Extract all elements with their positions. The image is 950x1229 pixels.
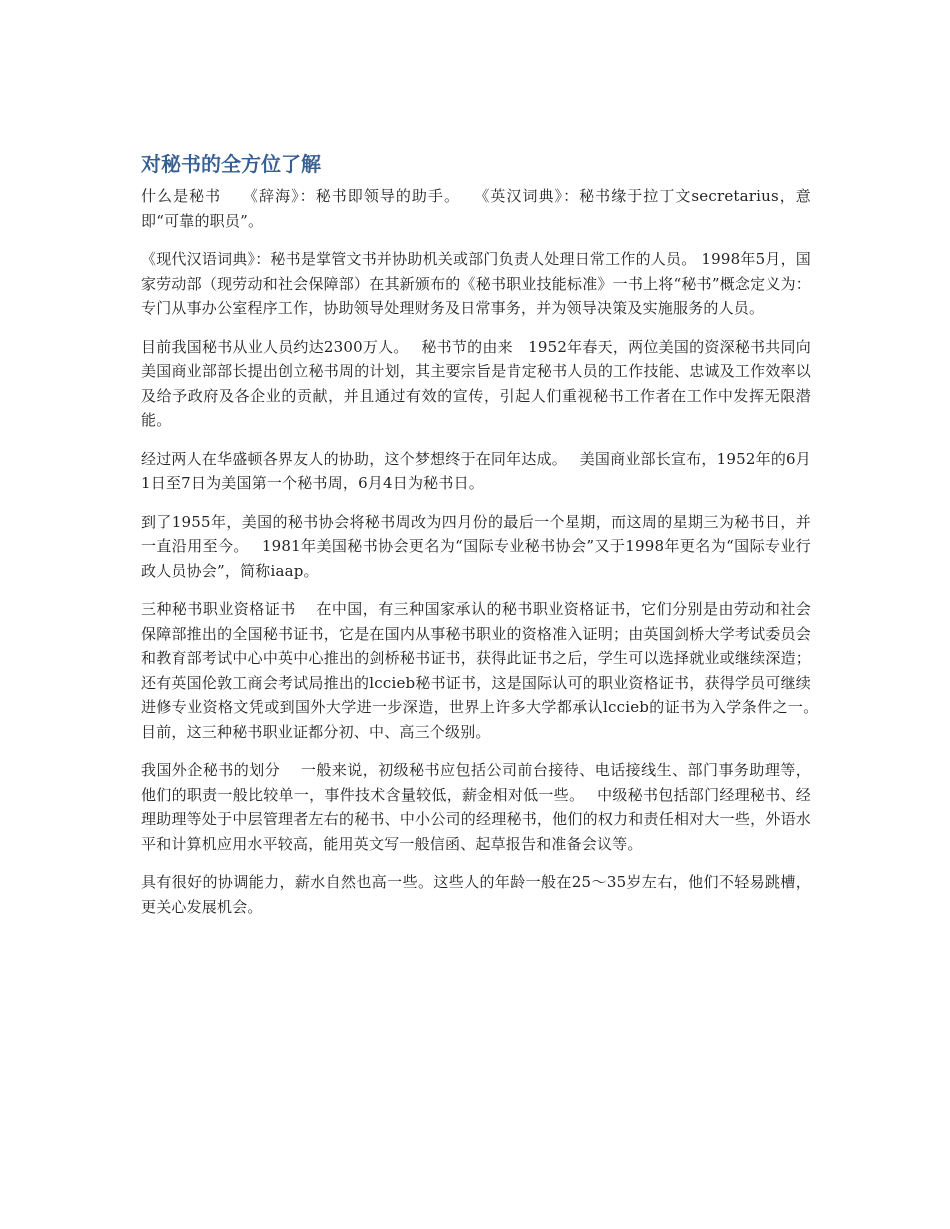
paragraph-3: 目前我国秘书从业人员约达2300万人。 秘书节的由来 1952年春天，两位美国的资深秘书共同向美国商业部部长提出创立秘书周的计划，其主要宗旨是肯定秘书人员的工作技能、忠诚及工作效率以及给予政府及各企业的贡献，并且通过有效的宣传，引起人们重视秘书工作者在工作中发挥无限潜能。: [141, 337, 811, 429]
paragraph-7: 我国外企秘书的划分 一般来说，初级秘书应包括公司前台接待、电话接线生、部门事务助理等，他们的职责一般比较单一，事件技术含量较低，薪金相对低一些。 中级秘书包括部门经理秘书、经理助理等处于中层管理者左右的秘书、中小公司的经理秘书，他们的权力和责任相对大一些，外语水平和计算机应用水平较高，能用英文写一般信函、起草报告和准备会议等。: [141, 761, 811, 853]
paragraph-8: 具有很好的协调能力，薪水自然也高一些。这些人的年龄一般在25～35岁左右，他们不轻易跳槽，更关心发展机会。: [141, 873, 811, 916]
paragraph-4: 经过两人在华盛顿各界友人的协助，这个梦想终于在同年达成。 美国商业部长宣布，1952年的6月1日至7日为美国第一个秘书周，6月4日为秘书日。: [141, 449, 811, 492]
paragraph-1: 什么是秘书 《辞海》：秘书即领导的助手。 《英汉词典》：秘书缘于拉丁文secretarius，意即“可靠的职员”。: [141, 187, 811, 230]
document-page: [141, 148, 832, 933]
paragraph-6: 三种秘书职业资格证书 在中国，有三种国家承认的秘书职业资格证书，它们分别是由劳动和社会保障部推出的全国秘书证书，它是在国内从事秘书职业的资格准入证明；由英国剑桥大学考试委员会和教育部考试中心中英中心推出的剑桥秘书证书，获得此证书之后，学生可以选择就业或继续深造；还有英国伦敦工商会考试局推出的lccieb秘书证书，这是国际认可的职业资格证书，获得学员可继续进修专业资格文凭或到国外大学进一步深造，世界上许多大学都承认lccieb的证书为入学条件之一。 目前，这三种秘书职业证都分初、中、高三个级别。: [141, 600, 832, 741]
paragraph-2: 《现代汉语词典》：秘书是掌管文书并协助机关或部门负责人处理日常工作的人员。 1998年5月，国家劳动部（现劳动和社会保障部）在其新颁布的《秘书职业技能标准》一书上将“秘书”概念定义为：专门从事办公室程序工作，协助领导处理财务及日常事务，并为领导决策及实施服务的人员。: [141, 250, 811, 317]
document-title: 对秘书的全方位了解: [141, 152, 321, 176]
paragraph-5: 到了1955年，美国的秘书协会将秘书周改为四月份的最后一个星期，而这周的星期三为秘书日，并一直沿用至今。 1981年美国秘书协会更名为“国际专业秘书协会”又于1998年更名为“国际专业行政人员协会”，简称iaap。: [141, 512, 811, 580]
